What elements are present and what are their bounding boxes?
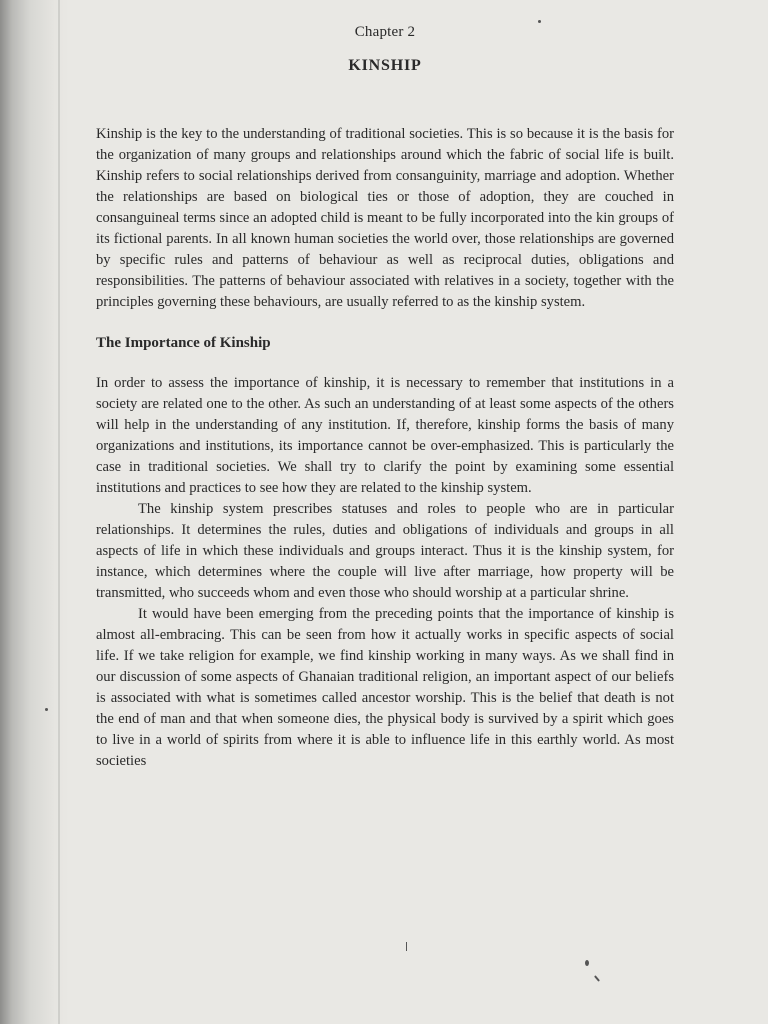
section-paragraph-1: In order to assess the importance of kinship, it is necessary to remember that institutions in a society are related one to the other. As such an understanding of at least some aspects of the others will help in the understanding of any institution. If, therefore, kinship forms the basis of many organizations and institutions, its importance cannot be over-emphasized. This is particularly the case in traditional societies. We shall try to clarify the point by examining some essential institutions and practices to see how they are related to the kinship system. bbox=[96, 375, 674, 496]
scan-speck bbox=[406, 942, 407, 951]
scan-speck bbox=[585, 960, 589, 966]
section-paragraph-2: The kinship system prescribes statuses and roles to people who are in particular relationships. It determines the rules, duties and obligations of individuals and groups in all aspects of life in which these individuals and groups interact. Thus it is the kinship system, for instance, which determines where the couple will live after marriage, how property will be transmitted, who succeeds whom and even those who should worship at a particular shrine. bbox=[96, 501, 674, 601]
section-heading: The Importance of Kinship bbox=[96, 335, 271, 351]
book-page bbox=[96, 24, 674, 772]
chapter-label: Chapter 2 bbox=[354, 24, 416, 40]
page-gutter-line bbox=[58, 0, 60, 1024]
scan-speck bbox=[538, 20, 541, 23]
scan-speck bbox=[594, 975, 600, 982]
chapter-title: KINSHIP bbox=[348, 57, 422, 74]
section-paragraph-3: It would have been emerging from the preceding points that the importance of kinship is almost all-embracing. This can be seen from how it actually works in specific aspects of social life. If we take religion for example, we find kinship working in many ways. As we shall find in our discussion of some aspects of Ghanaian traditional religion, an important aspect of our beliefs is associated with what is sometimes called ancestor worship. This is the belief that death is not the end of man and that when someone dies, the physical body is survived by a spirit which goes to live in a world of spirits from where it is able to influence life in this earthly world. As most societies bbox=[96, 606, 674, 769]
scan-speck bbox=[45, 708, 48, 711]
intro-paragraph: Kinship is the key to the understanding of traditional societies. This is so because it is the basis for the organization of many groups and relationships around which the fabric of social life is built. Kinship refers to social relationships derived from consanguinity, marriage and adoption. Whether the relationships are based on biological ties or those of adoption, they are couched in consanguineal terms since an adopted child is meant to be fully incorporated into the kin groups of its fictional parents. In all known human societies the world over, those relationships are governed by specific rules and patterns of behaviour as well as reciprocal duties, obligations and responsibilities. The patterns of behaviour associated with relatives in a society, together with the principles governing these behaviours, are usually referred to as the kinship system. bbox=[96, 126, 674, 310]
